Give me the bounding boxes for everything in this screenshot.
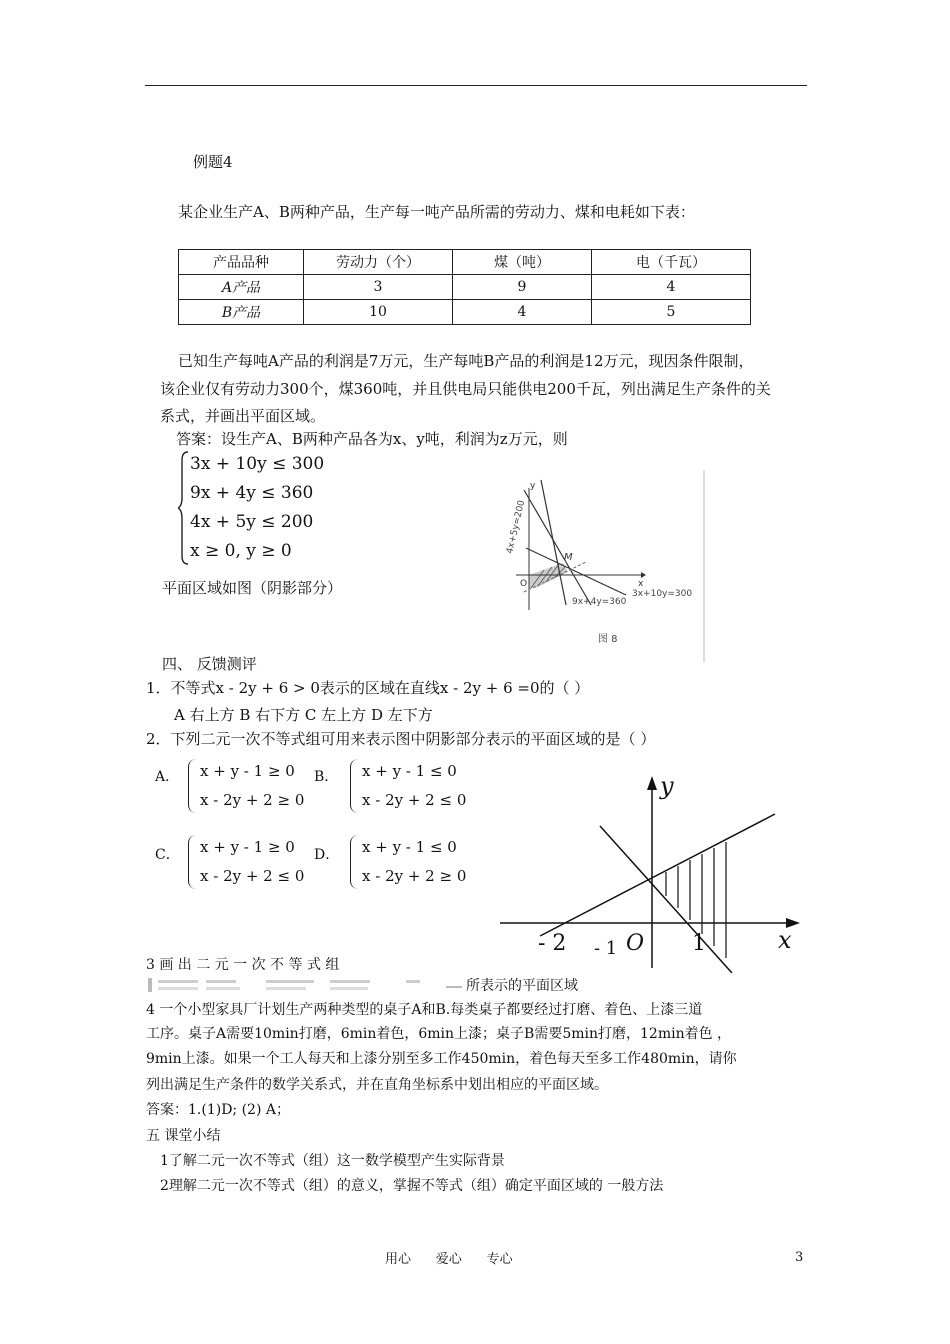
table-row <box>179 275 751 300</box>
svg-text:图 8: 图 8 <box>598 634 618 645</box>
inequality: x + y - 1 ≤ 0 <box>362 762 457 780</box>
svg-text:4x+5y=200: 4x+5y=200 <box>505 499 528 555</box>
coordinate-graph <box>500 768 810 973</box>
table-cell: 4 <box>592 275 751 300</box>
inequality-system <box>178 450 338 570</box>
answer-line: 答案：设生产A、B两种产品各为x、y吨，利润为z万元，则 <box>176 430 568 448</box>
table-row <box>179 300 751 325</box>
inequality: x ≥ 0, y ≥ 0 <box>190 541 292 561</box>
table-cell: 3 <box>304 275 453 300</box>
brace-icon <box>178 450 190 566</box>
inequality: 3x + 10y ≤ 300 <box>190 454 325 474</box>
table-header: 煤（吨） <box>453 250 592 275</box>
table-cell: 9 <box>453 275 592 300</box>
svg-text:1: 1 <box>692 931 706 956</box>
option-b-system <box>350 757 480 819</box>
question-1: 1．不等式x - 2y + 6 > 0表示的区域在直线x - 2y + 6 =0的（ ） <box>146 679 590 697</box>
inequality: x + y - 1 ≤ 0 <box>362 838 457 856</box>
inequality: x - 2y + 2 ≤ 0 <box>200 867 305 885</box>
question-3: 3 画 出 二 元 一 次 不 等 式 组 <box>146 957 340 973</box>
table-header: 劳动力（个） <box>304 250 453 275</box>
svg-text:9x+4y=360: 9x+4y=360 <box>572 597 627 607</box>
table-cell: B产品 <box>179 300 304 325</box>
problem-line: 系式，并画出平面区域。 <box>160 407 326 425</box>
question-2-graph <box>500 768 810 973</box>
header-rule <box>145 85 807 86</box>
option-d-system <box>350 833 480 895</box>
question-3-suffix: 所表示的平面区域 <box>466 978 578 994</box>
inequality: 9x + 4y ≤ 360 <box>190 483 314 503</box>
question-3-system-image <box>146 976 466 994</box>
figure-8-graph <box>486 470 706 662</box>
table-cell: A产品 <box>179 275 304 300</box>
summary-item: 1了解二元一次不等式（组）这一数学模型产生实际背景 <box>160 1153 505 1169</box>
inequality: x + y - 1 ≥ 0 <box>200 762 295 780</box>
answer-summary: 答案：1.(1)D; (2) A； <box>146 1102 290 1118</box>
inequality: x - 2y + 2 ≥ 0 <box>362 867 467 885</box>
summary-item: 2理解二元一次不等式（组）的意义，掌握不等式（组）确定平面区域的 一般方法 <box>160 1178 664 1194</box>
svg-text:x: x <box>638 579 644 589</box>
faded-formula-icon <box>146 976 466 994</box>
option-label-c: C． <box>155 847 180 863</box>
page-number: 3 <box>795 1250 804 1265</box>
example-title: 例题4 <box>193 153 233 171</box>
option-a-system <box>188 757 318 819</box>
arrow-icon <box>647 776 657 790</box>
svg-text:- 1: - 1 <box>594 938 618 959</box>
brace-icon <box>350 759 359 813</box>
option-c-system <box>188 833 318 895</box>
footer-motto: 用心 爱心 专心 <box>385 1252 513 1267</box>
brace-icon <box>188 759 197 813</box>
question-4-line: 列出满足生产条件的数学关系式，并在直角坐标系中划出相应的平面区域。 <box>146 1077 608 1093</box>
option-label-b: B． <box>314 769 339 785</box>
problem-line: 已知生产每吨A产品的利润是7万元，生产每吨B产品的利润是12万元，现因条件限制， <box>178 352 754 370</box>
arrow-icon <box>641 572 646 578</box>
intro-text: 某企业生产A、B两种产品，生产每一吨产品所需的劳动力、煤和电耗如下表： <box>178 203 695 221</box>
consumption-table <box>178 249 751 325</box>
svg-text:- 2: - 2 <box>538 931 567 956</box>
table-cell: 5 <box>592 300 751 325</box>
svg-text:3x+10y=300: 3x+10y=300 <box>632 589 693 599</box>
svg-text:x: x <box>778 926 792 954</box>
table-header: 电（千瓦） <box>592 250 751 275</box>
inequality: x - 2y + 2 ≥ 0 <box>200 791 305 809</box>
inequality: x - 2y + 2 ≤ 0 <box>362 791 467 809</box>
table-header-row <box>179 250 751 275</box>
option-label-d: D． <box>314 847 340 863</box>
svg-text:y: y <box>660 772 674 800</box>
svg-text:O: O <box>626 931 645 956</box>
region-caption: 平面区域如图（阴影部分） <box>162 579 343 597</box>
figure-8 <box>486 470 706 662</box>
option-label-a: A． <box>155 769 180 785</box>
section5-title: 五 课堂小结 <box>146 1128 221 1144</box>
table-header: 产品品种 <box>179 250 304 275</box>
inequality: 4x + 5y ≤ 200 <box>190 512 314 532</box>
problem-line: 该企业仅有劳动力300个，煤360吨，并且供电局只能供电200千瓦，列出满足生产条件的关 <box>160 380 771 398</box>
question-4-line: 4 一个小型家具厂计划生产两种类型的桌子A和B.每类桌子都要经过打磨、着色、上漆三道 <box>146 1002 703 1018</box>
question-1-options: A 右上方 B 右下方 C 左上方 D 左下方 <box>174 706 433 724</box>
question-4-line: 工序。桌子A需要10min打磨，6min着色，6min上漆；桌子B需要5min打磨，12min着色 ， <box>146 1026 732 1042</box>
table-cell: 4 <box>453 300 592 325</box>
svg-text:y: y <box>530 481 536 491</box>
question-2: 2．下列二元一次不等式组可用来表示图中阴影部分表示的平面区域的是（ ） <box>146 730 656 748</box>
inequality: x + y - 1 ≥ 0 <box>200 838 295 856</box>
svg-text:M: M <box>564 552 573 563</box>
brace-icon <box>350 835 359 889</box>
question-4-line: 9min上漆。如果一个工人每天和上漆分别至多工作450min，着色每天至多工作480min，请你 <box>146 1051 737 1067</box>
section4-title: 四、 反馈测评 <box>162 655 257 673</box>
table-cell: 10 <box>304 300 453 325</box>
svg-text:O: O <box>520 579 528 589</box>
brace-icon <box>188 835 197 889</box>
